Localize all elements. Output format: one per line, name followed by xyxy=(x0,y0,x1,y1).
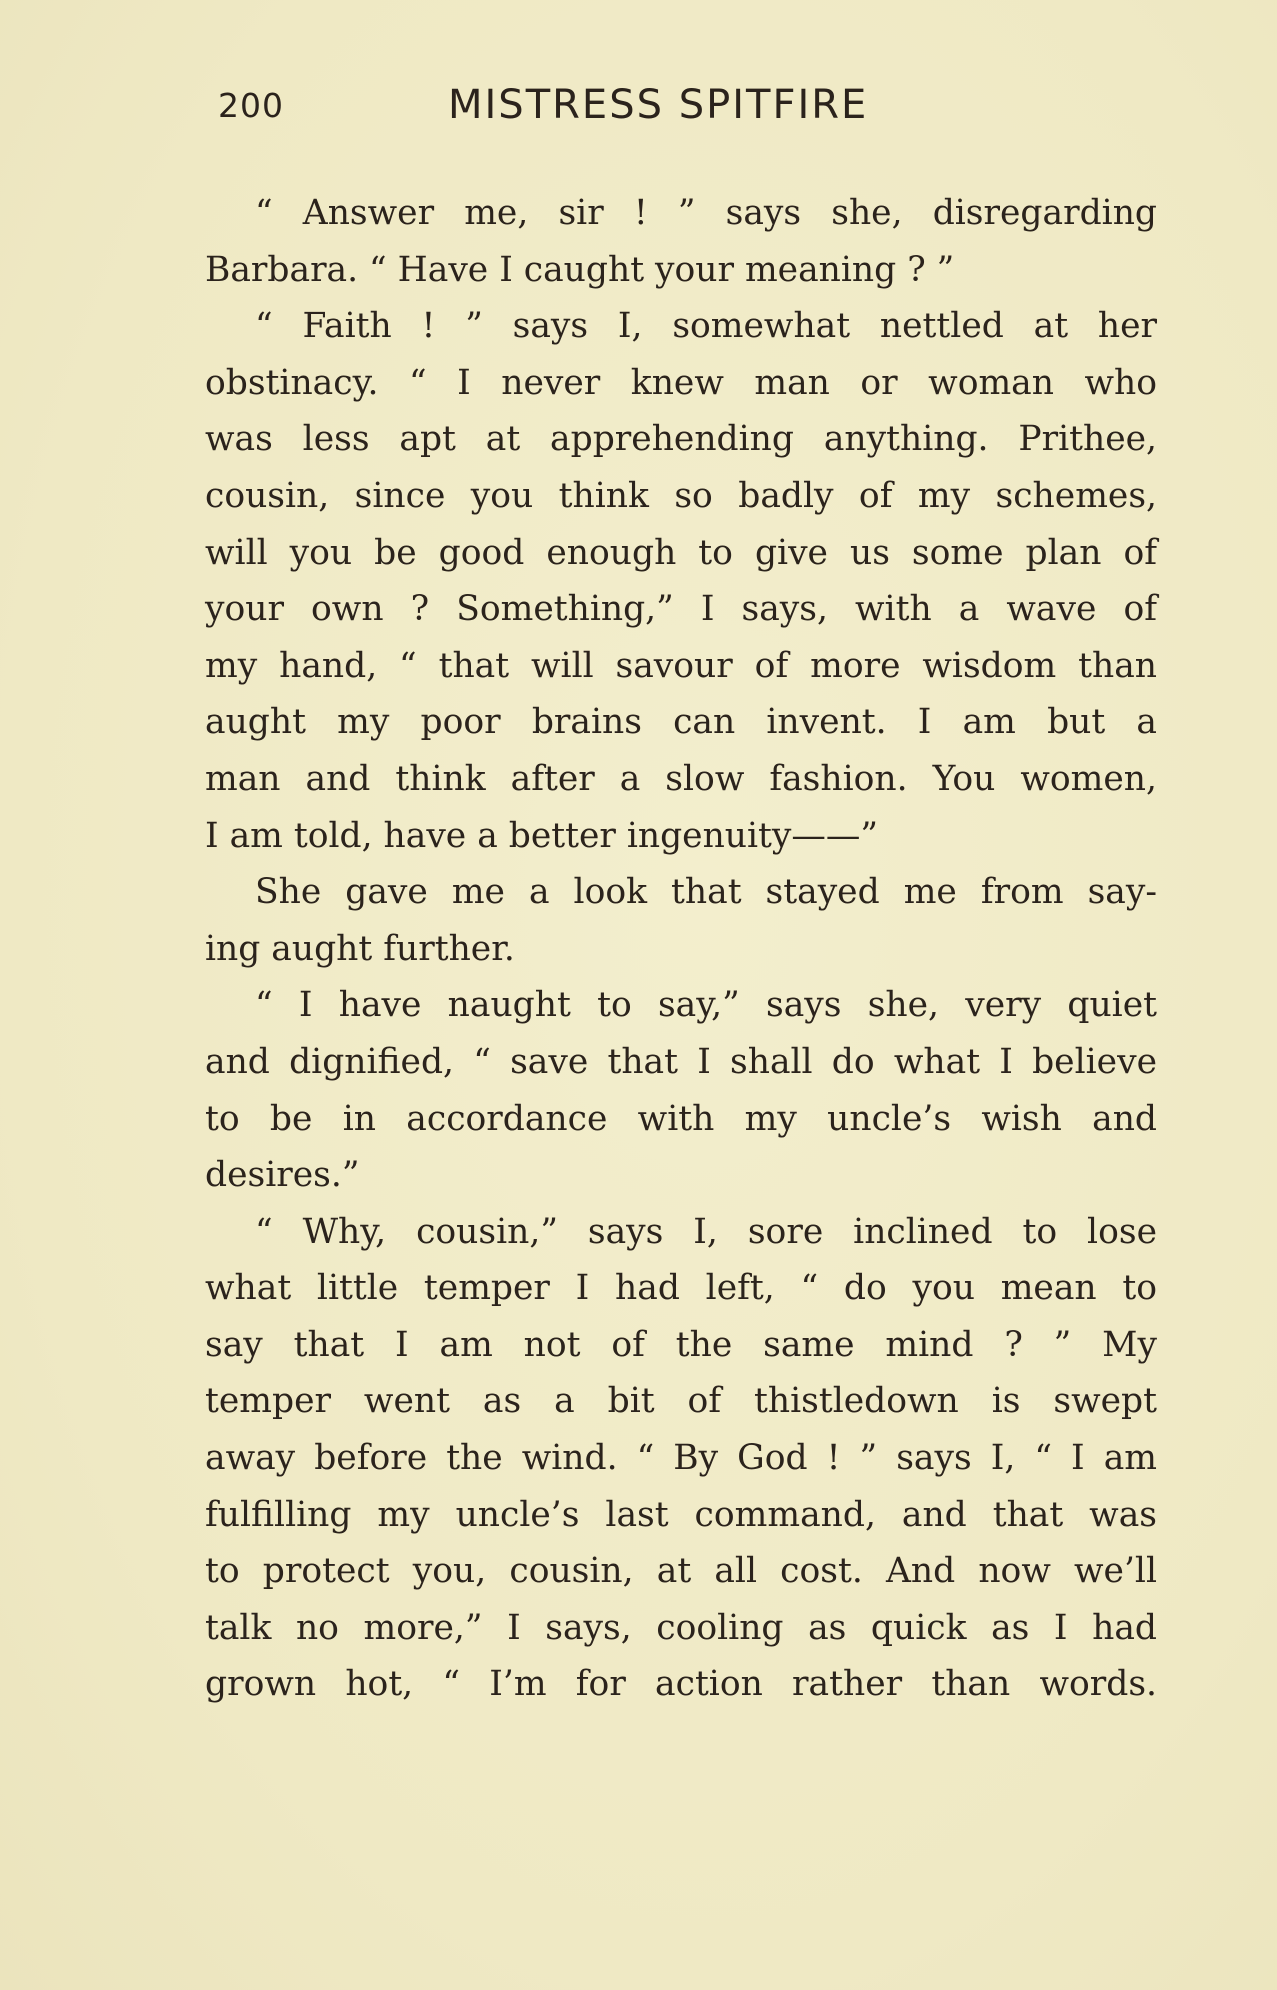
page-number: 200 xyxy=(218,86,284,125)
text-line: say that I am not of the same mind ? ” My xyxy=(205,1324,1157,1365)
text-line: my hand, “ that will savour of more wisdom than xyxy=(205,645,1157,686)
text-line: your own ? Something,” I says, with a wave of xyxy=(205,589,1157,630)
text-line: talk no more,” I says, cooling as quick as I had xyxy=(205,1607,1157,1648)
text-line: was less apt at apprehending anything. Prithee, xyxy=(205,419,1157,460)
text-line: to protect you, cousin, at all cost. And now we’ll xyxy=(205,1551,1157,1592)
text-line: grown hot, “ I’m for action rather than words. xyxy=(205,1664,1157,1705)
running-head xyxy=(218,82,1168,136)
text-line: Barbara. “ Have I caught your meaning ? ” xyxy=(205,249,955,290)
text-line: aught my poor brains can invent. I am but a xyxy=(205,702,1157,743)
text-line: obstinacy. “ I never knew man or woman who xyxy=(205,362,1157,403)
text-line: will you be good enough to give us some plan of xyxy=(205,532,1157,573)
text-line: ing aught further. xyxy=(205,928,515,969)
text-line: cousin, since you think so badly of my schemes, xyxy=(205,475,1157,516)
text-line: “ I have naught to say,” says she, very quiet xyxy=(255,985,1157,1026)
text-line: away before the wind. “ By God ! ” says I, “ I am xyxy=(205,1438,1157,1479)
text-line: man and think after a slow fashion. You women, xyxy=(205,758,1157,799)
text-line: fulfilling my uncle’s last command, and that was xyxy=(205,1494,1157,1535)
text-line: I am told, have a better ingenuity——” xyxy=(205,815,879,856)
text-line: “ Answer me, sir ! ” says she, disregarding xyxy=(255,193,1157,233)
text-line: “ Faith ! ” says I, somewhat nettled at her xyxy=(255,306,1157,347)
text-line: and dignified, “ save that I shall do what I believe xyxy=(205,1041,1157,1082)
body-text xyxy=(205,185,1157,1713)
text-line: She gave me a look that stayed me from say- xyxy=(255,872,1157,913)
text-line: to be in accordance with my uncle’s wish and xyxy=(205,1098,1157,1139)
book-title: MISTRESS SPITFIRE xyxy=(448,82,869,128)
text-line: desires.” xyxy=(205,1155,360,1196)
text-line: what little temper I had left, “ do you mean to xyxy=(205,1268,1157,1309)
text-line: temper went as a bit of thistledown is swept xyxy=(205,1381,1157,1422)
text-line: “ Why, cousin,” says I, sore inclined to lose xyxy=(255,1211,1157,1252)
